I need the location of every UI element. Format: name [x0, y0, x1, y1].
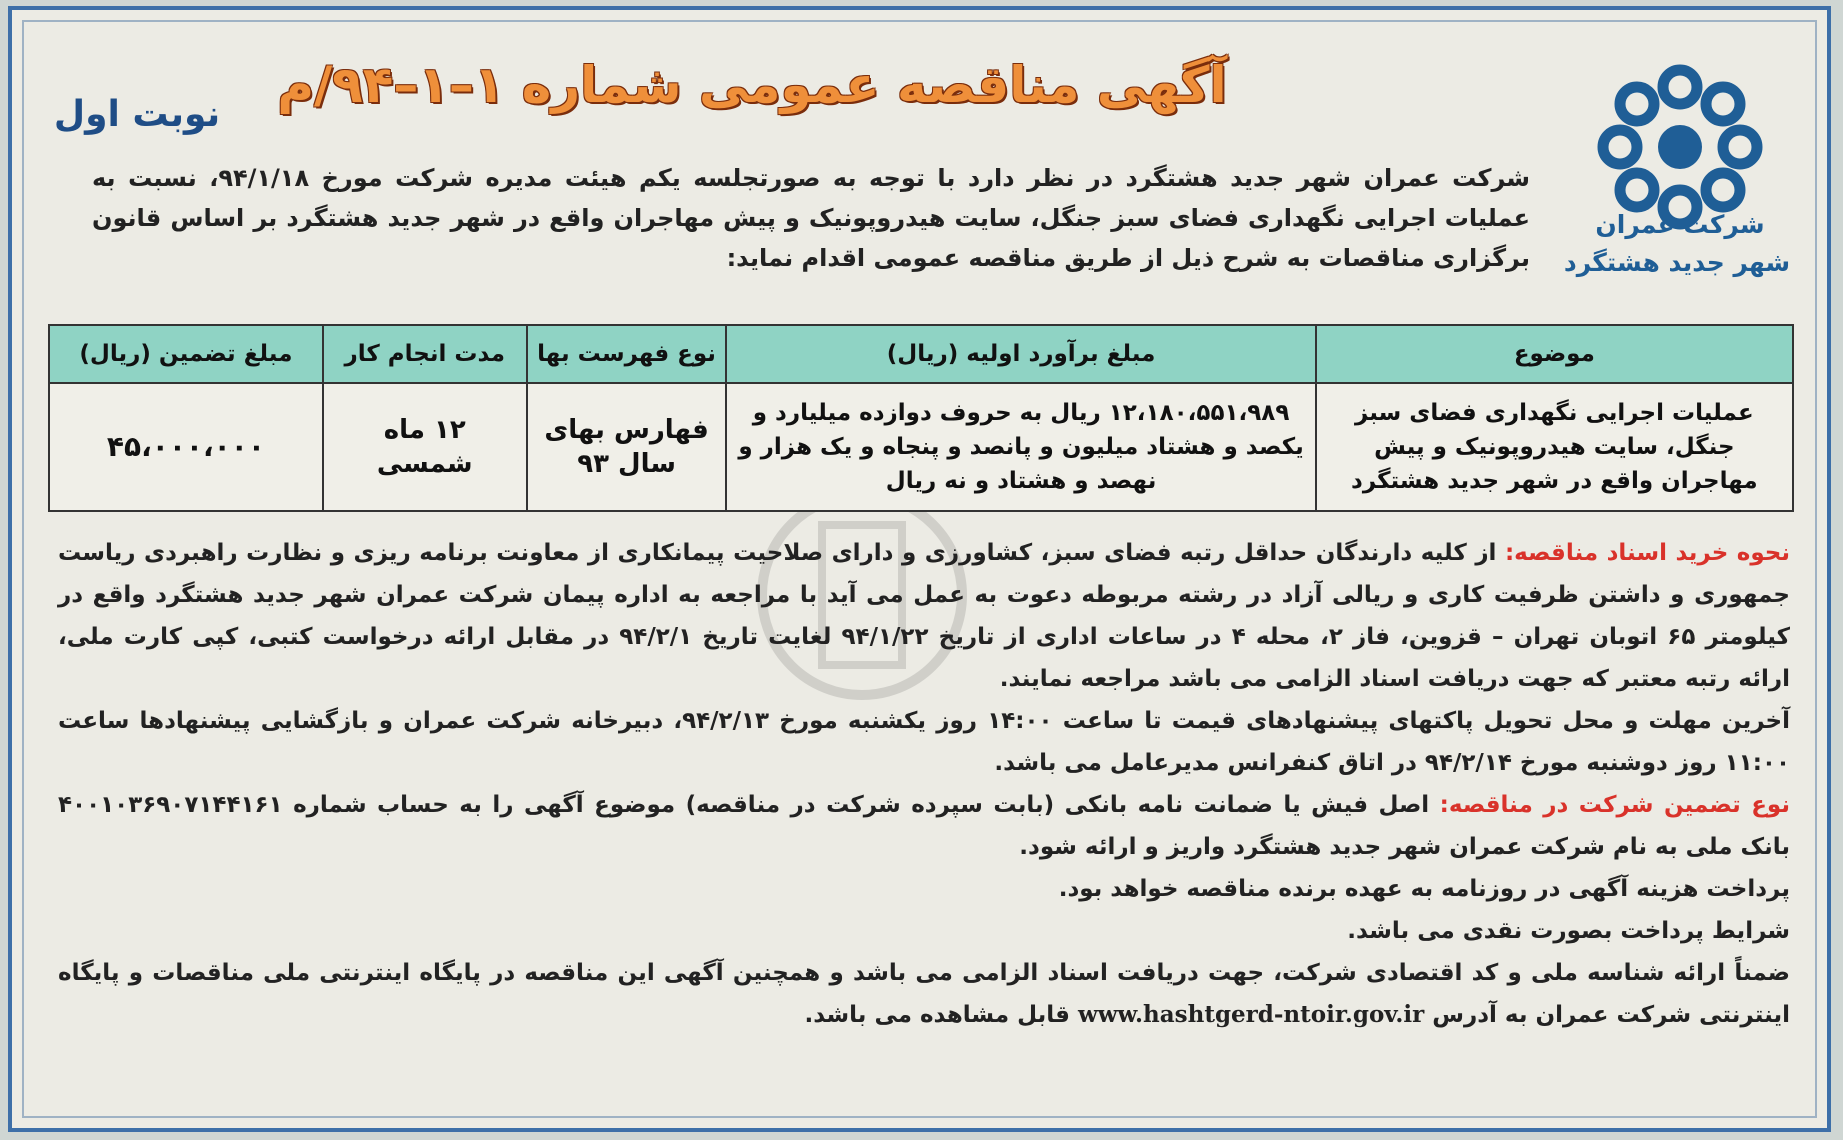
header-subject: موضوع	[1316, 325, 1793, 383]
table-row	[49, 383, 1793, 511]
logo-text-line2: شهر جدید هشتگرد	[1563, 248, 1791, 277]
notes-text-end: قابل مشاهده می باشد.	[804, 1002, 1070, 1028]
header-estimate: مبلغ برآورد اولیه (ریال)	[726, 325, 1315, 383]
body-text	[58, 532, 1790, 1036]
website-link[interactable]: www.hashtgerd-ntoir.gov.ir	[1077, 1001, 1425, 1028]
deadline-paragraph: آخرین مهلت و محل تحویل پاکتهای پیشنهادهای قیمت تا ساعت ۱۴:۰۰ روز یکشنبه مورخ ۹۴/۲/۱۳، دبیرخانه شرکت عمران و بازگشایی پیشنهادها ساعت ۱۱:۰۰ روز دوشنبه مورخ ۹۴/۲/۱۴ در اتاق کنفرانس مدیرعامل می باشد.	[58, 708, 1790, 776]
cell-subject: عملیات اجرایی نگهداری فضای سبز جنگل، سایت هیدروپونیک و پیش مهاجران واقع در شهر جدید هشتگرد	[1316, 383, 1793, 511]
intro-paragraph: شرکت عمران شهر جدید هشتگرد در نظر دارد با توجه به صورتجلسه یکم هیئت مدیره شرکت مورخ ۹۴/۱/۱۸، نسبت به عملیات اجرایی نگهداری فضای سبز جنگل، سایت هیدروپونیک و پیش مهاجران واقع در شهر جدید هشتگرد بر اساس قانون برگزاری مناقصات به شرح ذیل از طریق مناقصه عمومی اقدام نماید:	[92, 164, 1531, 272]
purchase-text: از کلیه دارندگان حداقل رتبه فضای سبز، کشاورزی و دارای صلاحیت پیمانکاری از معاونت برنامه ریزی و نظارت راهبردی ریاست جمهوری و داشتن ظرفیت کاری و ریالی آزاد در رشته مربوطه دعوت به عمل می آید با مراجعه به اداره پیمان شرکت عمران شهر جدید هشتگرد واقع در کیلومتر ۶۵ اتوبان تهران – قزوین، فاز ۲، محله ۴ در ساعات اداری از تاریخ ۹۴/۱/۲۲ لغایت تاریخ ۹۴/۲/۱ در مقابل ارائه درخواست کتبی، کپی کارت ملی، ارائه رتبه معتبر که جهت دریافت اسناد الزامی می باشد مراجعه نمایند.	[58, 540, 1790, 692]
purchase-label: نحوه خرید اسناد مناقصه:	[1504, 540, 1790, 566]
publication-round: نوبت اول	[53, 94, 221, 135]
guarantee-text: اصل فیش یا ضمانت نامه بانکی (بابت سپرده شرکت در مناقصه) موضوع آگهی را به حساب شماره ۴۰۰۱۰۳۶۹۰۷۱۴۴۱۶۱ بانک ملی به نام شرکت عمران شهر جدید هشتگرد واریز و ارائه شود.	[58, 792, 1790, 860]
cell-guarantee: ۴۵،۰۰۰،۰۰۰	[49, 383, 323, 511]
guarantee-paragraph	[58, 784, 1790, 868]
cell-price-list: فهارس بهای سال ۹۳	[527, 383, 727, 511]
header-guarantee: مبلغ تضمین (ریال)	[49, 325, 323, 383]
notes-paragraph	[58, 952, 1790, 1036]
ad-cost-paragraph: پرداخت هزینه آگهی در روزنامه به عهده برنده مناقصه خواهد بود.	[1058, 876, 1790, 902]
notes-text: ضمناً ارائه شناسه ملی و کد اقتصادی شرکت، جهت دریافت اسناد الزامی می باشد و همچنین آگهی این مناقصه در پایگاه اینترنتی ملی مناقصات و پایگاه اینترنتی شرکت عمران به آدرس	[58, 960, 1790, 1028]
header-duration: مدت انجام کار	[323, 325, 527, 383]
table-header-row	[49, 325, 1793, 383]
cell-duration: ۱۲ ماه شمسی	[323, 383, 527, 511]
header-price-list: نوع فهرست بها	[527, 325, 727, 383]
cell-estimate: ۱۲،۱۸۰،۵۵۱،۹۸۹ ریال به حروف دوازده میلیارد و یکصد و هشتاد میلیون و پانصد و پنجاه و یک هزار و نهصد و هشتاد و نه ریال	[726, 383, 1315, 511]
logo-text-line1: شرکت عمران	[1595, 210, 1765, 239]
notice-sheet	[8, 6, 1831, 1132]
purchase-paragraph	[58, 532, 1790, 700]
tender-table	[48, 324, 1794, 512]
notice-title: آگهی مناقصه عمومی شماره ۱–۱–۹۴/م	[277, 56, 1227, 114]
payment-paragraph: شرایط پرداخت بصورت نقدی می باشد.	[1347, 918, 1790, 944]
guarantee-label: نوع تضمین شرکت در مناقصه:	[1439, 792, 1790, 818]
